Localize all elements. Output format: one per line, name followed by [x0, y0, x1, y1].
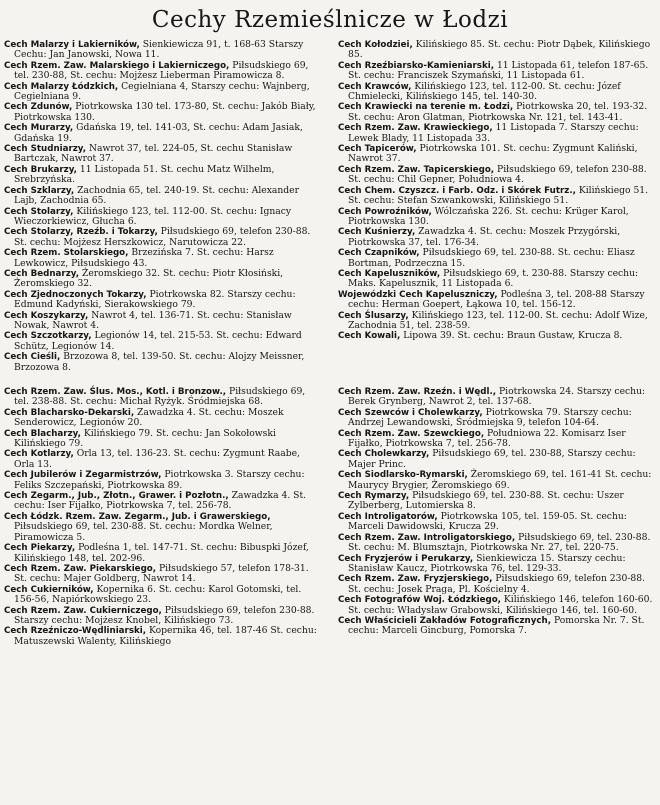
guild-name: Cech Krawców,	[338, 81, 412, 92]
guild-entry	[4, 102, 322, 123]
guild-name: Cech Rzem. Zaw. Krawieckiego,	[338, 123, 493, 134]
guild-name: Cech Ślusarzy,	[338, 310, 409, 321]
guild-details: Kilińskiego 51. St. cechu: Stefan Szwankowski, Kilińskiego 51.	[348, 184, 649, 207]
guild-details: Piotrkowska 130 tel. 173-80, St. cechu: Jakób Biały, Piotrkowska 130.	[14, 101, 316, 123]
guild-entry	[338, 533, 656, 554]
guild-details: Wólczańska 226. St. cechu: Krüger Karol, Piotrkowska 130.	[348, 205, 629, 227]
guild-entry	[4, 290, 322, 311]
guild-details: Zawadzka 4. St. cechu: Iser Fijałko, Piotrkowska 7, tel. 256-78.	[14, 490, 307, 512]
guild-details: Piłsudskiego 69, telefon 230-88. Starszy cechu: Mojżesz Knobel, Kilińskiego 73.	[14, 604, 315, 626]
guild-details: Piotrkowska 3. Starszy cechu: Feliks Szczepański, Piotrkowska 89.	[14, 469, 305, 491]
guild-entry	[338, 554, 656, 575]
guild-name: Cech Rzem. Zaw. Fryzjerskiego,	[338, 574, 493, 585]
guild-name: Cech Kołodziei,	[338, 40, 413, 50]
guild-name: Cech Rzem. Zaw. Szewckiego,	[338, 428, 485, 439]
guild-entry	[338, 574, 656, 595]
guild-entry	[4, 491, 322, 512]
guild-name: Cech Studniarzy,	[4, 144, 87, 155]
guild-name: Cech Brukarzy,	[4, 164, 77, 175]
guild-details: Zawadzka 4. St. cechu: Moszek Przygórski, Piotrkowska 37, tel. 176-34.	[348, 226, 621, 248]
guild-details: Piłsudskiego 69, tel. 230-88. St. cechu: Mordka Welner, Piramowicza 5.	[14, 521, 273, 543]
guild-entry	[338, 269, 656, 290]
guild-details: Sienkiewicza 91, t. 168-63 Starszy Cechu: Jan Janowski, Nowa 11.	[14, 39, 304, 61]
guild-name: Cech Kowali,	[338, 331, 401, 342]
guild-details: Piotrkowska 105, tel. 159-05. St. cechu: Marceli Dawidowski, Krucza 29.	[348, 510, 627, 533]
guild-entry	[338, 82, 656, 103]
guild-name: Cech Fotografów Woj. Łódzkiego,	[338, 595, 501, 606]
guild-entry	[338, 290, 656, 311]
guild-entry	[338, 595, 656, 616]
guild-name: Cech Rzem. Zaw. Rzeźn. i Wędl.,	[338, 387, 497, 397]
guild-name: Cech Rzeźniczo-Wędliniarski,	[4, 626, 147, 637]
column-left	[4, 40, 322, 373]
guild-name: Cech Kuśnierzy,	[338, 227, 416, 238]
guild-name: Cech Rzem. Zaw. Tapicerskiego,	[338, 164, 495, 175]
guild-details: Piłsudskiego 69, tel. 230-88, Starszy cechu: Majer Princ.	[348, 448, 636, 470]
guild-name: Cech Szklarzy,	[4, 185, 75, 196]
guild-name: Cech Cieśli,	[4, 352, 61, 363]
guild-entry	[338, 144, 656, 165]
guild-name: Cech Blacharzy,	[4, 428, 81, 439]
guild-name: Cech Tapicerów,	[338, 144, 417, 155]
guild-details: Podleśna 3, tel. 208-88 Starszy cechu: Herman Goepert, Łąkowa 10, tel. 156-12.	[348, 288, 645, 311]
guild-name: Cech Koszykarzy,	[4, 310, 89, 321]
guild-name: Cech Właścicieli Zakładów Fotograficznych,	[338, 615, 552, 626]
guild-details: Brzozowa 8, tel. 139-50. St. cechu: Alojzy Meissner, Brzozowa 8.	[14, 351, 305, 373]
guild-details: Piłsudskiego 69, telefon 230-88. St. cechu: Chil Gepner, Południowa 4.	[348, 163, 647, 186]
guild-details: Kilińskiego 123, tel. 112-00. St. cechu: Józef Chmielecki, Kilińskiego 145, tel. 140-30.	[348, 80, 621, 103]
section-gap	[4, 373, 656, 387]
guild-name: Wojewódzki Cech Kapeluszniczy,	[338, 289, 498, 300]
guild-entry	[4, 470, 322, 491]
guild-entry	[338, 491, 656, 512]
guild-name: Cech Introligatorów,	[338, 511, 438, 522]
column-right	[338, 387, 656, 647]
guild-entry	[4, 311, 322, 332]
guild-name: Cech Szczotkarzy,	[4, 331, 92, 342]
guild-details: Piłsudskiego 69, telefon 230-88. St. cechu: Mojżesz Herszkowicz, Narutowicza 22.	[14, 226, 311, 248]
guild-name: Cech Stolarzy,	[4, 206, 74, 217]
guild-name: Cech Murarzy,	[4, 123, 74, 134]
guild-details: Brzezińska 7. St. cechu: Harsz Lewkowicz, Piłsudskiego 43.	[14, 247, 274, 269]
guild-name: Cech Łódzk. Rzem. Zaw. Zegarm., Jub. i Grawerskiego,	[4, 511, 271, 522]
guild-name: Cech Rzem. Zaw. Malarskiego i Lakierniczego,	[4, 60, 230, 71]
guild-details: 11 Listopada 7. Starszy cechu: Lewek Blady, 11 Listopada 33.	[348, 122, 639, 144]
guild-name: Cech Jubilerów i Zegarmistrzów,	[4, 470, 162, 481]
guild-name: Cech Krawiecki na terenie m. Łodzi,	[338, 102, 514, 113]
guild-entry	[338, 512, 656, 533]
guild-entry	[338, 387, 656, 408]
guild-entry	[4, 331, 322, 352]
guild-entry	[338, 123, 656, 144]
guild-entry	[338, 429, 656, 450]
guild-entry	[338, 227, 656, 248]
guild-entry	[4, 543, 322, 564]
guild-name: Cech Cukierników,	[4, 584, 94, 595]
guild-details: Zawadzka 4. St. cechu: Moszek Senderowicz, Legionów 20.	[14, 406, 284, 429]
guild-entry	[338, 248, 656, 269]
guild-entry	[4, 387, 322, 408]
guild-details: Kilińskiego 123, tel. 112-00. St. cechu: Adolf Wize, Zachodnia 51, tel. 238-59.	[348, 309, 648, 331]
guild-entry	[338, 616, 656, 637]
guild-entry	[4, 227, 322, 248]
guild-details: Piotrkowska 20, tel. 193-32. St. cechu: Aron Glatman, Piotrkowska Nr. 121, tel. 143-41.	[348, 101, 648, 123]
guild-details: Żeromskiego 32. St. cechu: Piotr Kłosiński, Żeromskiego 32.	[14, 267, 284, 290]
guild-details: Kopernika 46, tel. 187-46 St. cechu: Matuszewski Walenty, Kilińskiego	[14, 625, 317, 647]
guild-name: Cech Siodlarsko-Rymarski,	[338, 470, 468, 481]
guild-entry	[338, 449, 656, 470]
guild-details: Piłsudskiego 69, tel. 230-88. St. cechu: M. Blumsztajn, Piotrkowska Nr. 27, tel. 220-75.	[348, 531, 651, 554]
guild-entry	[4, 40, 322, 61]
guild-name: Cech Zegarm., Jub., Złotn., Grawer. i Pozłotn.,	[4, 491, 229, 502]
guild-name: Cech Cholewkarzy,	[338, 449, 430, 460]
column-right	[338, 40, 656, 373]
guild-entry	[338, 311, 656, 332]
guild-entry	[338, 40, 656, 61]
guild-details: Piłsudskiego 69, tel. 230-88. St. cechu: Eliasz Bortman, Podrzeczna 15.	[348, 247, 635, 269]
guild-details: Kilińskiego 85. St. cechu: Piotr Dąbek, Kilińskiego 85.	[348, 39, 651, 61]
guild-details: Orla 13, tel. 136-23. St. cechu: Zygmunt Raabe, Orla 13.	[14, 448, 300, 470]
guild-details: Piłsudskiego 57, telefon 178-31. St. cechu: Majer Goldberg, Nawrot 14.	[14, 562, 309, 585]
guild-name: Cech Malarzy i Lakierników,	[4, 40, 140, 50]
guild-details: Piłsudskiego 69, tel. 230-88. St. cechu: Uszer Zylberberg, Lutomierska 8.	[348, 490, 624, 512]
guild-details: Pomorska Nr. 7. St. cechu: Marceli Ginсburg, Pomorska 7.	[348, 614, 645, 637]
guild-name: Cech Rzeźbiarsko-Kamieniarski,	[338, 60, 495, 71]
guild-details: Kilińskiego 123, tel. 112-00. St. cechu: Ignacy Wieczorkiewicz, Głucha 6.	[14, 205, 292, 227]
guild-entry	[4, 123, 322, 144]
guild-details: Gdańska 19, tel. 141-03, St. cechu: Adam Jasiak, Gdańska 19.	[14, 122, 303, 144]
guild-details: Kilińskiego 146, telefon 160-60. St. cechu: Władysław Grabowski, Kilińskiego 146, tel. 160-60.	[348, 594, 653, 616]
guild-entry	[338, 102, 656, 123]
guild-details: Piłsudskiego 69, tel. 238-88. St. cechu: Michał Ryżyk. Śródmiejska 68.	[14, 386, 306, 408]
guild-entry	[4, 165, 322, 186]
guild-details: Lipowa 39. St. cechu: Braun Gustaw, Kruczа 8.	[403, 330, 623, 342]
guild-details: Kopernika 6. St. cechu: Karol Gotomski, tel. 156-56, Napiórkowskiego 23.	[14, 583, 302, 606]
guild-entry	[4, 352, 322, 373]
guild-details: Piotrkowska 101. St. cechu: Zygmunt Kaliński, Nawrot 37.	[348, 143, 638, 165]
guild-details: Nawrot 37, tel. 224-05, St. cechu Stanisław Bartczak, Nawrot 37.	[14, 143, 293, 165]
guild-entry	[4, 269, 322, 290]
page-title: Cechy Rzemieślnicze w Łodzi	[151, 7, 509, 33]
guild-details: Piłsudskiego 69, tel. 230-88, St. cechu: Mojżesz Lieberman Piramowicza 8.	[14, 59, 309, 82]
guild-entry	[4, 186, 322, 207]
guild-details: Piotrkowska 82. Starszy cechu: Edmund Kadyński, Sierakowskiego 79.	[14, 288, 296, 311]
guild-name: Cech Kapeluszników,	[338, 268, 441, 279]
guild-details: Legionów 14, tel. 215-53. St. cechu: Edward Schütz, Legionów 14.	[14, 330, 302, 352]
guild-name: Cech Powroźników,	[338, 206, 432, 217]
guild-entry	[4, 207, 322, 228]
guild-name: Cech Rzem. Zaw. Piekarskiego,	[4, 563, 157, 574]
guild-entry	[4, 429, 322, 450]
guild-details: Żeromskiego 69, tel. 161-41 St. cechu: Maurycy Brygier, Żeromskiego 69.	[348, 469, 652, 491]
guild-entry	[4, 408, 322, 429]
guild-entry	[338, 61, 656, 82]
guild-details: Piotrkowska 79. Starszy cechu: Andrzej Lewandowski, Śródmiejska 9, telefon 104-64.	[348, 406, 632, 429]
guild-details: Piłsudskiego 69, telefon 230-88. St. cechu: Josek Praga, Pl. Kościelny 4.	[348, 573, 646, 595]
column-left	[4, 387, 322, 647]
guild-name: Cech Rzem. Zaw. Introligatorskiego,	[338, 532, 516, 543]
guild-entry	[338, 470, 656, 491]
guild-entry	[338, 207, 656, 228]
guild-entry	[4, 61, 322, 82]
guild-name: Cech Malarzy Łódzkich,	[4, 81, 119, 92]
section-upper	[4, 40, 656, 373]
guild-name: Cech Fryzjerów i Perukarzy,	[338, 553, 474, 564]
guild-name: Cech Piekarzy,	[4, 543, 76, 554]
guild-details: Nawrot 4, tel. 136-71. St. cechu: Stanisław Nowak, Nawrot 4.	[14, 309, 292, 331]
guild-entry	[4, 606, 322, 627]
guild-name: Cech Zdunów,	[4, 102, 73, 113]
guild-entry	[4, 82, 322, 103]
guild-name: Cech Czapników,	[338, 248, 420, 259]
guild-details: Zachodnia 65, tel. 240-19. St. cechu: Alexander Lajb, Zachodnia 65.	[14, 184, 300, 207]
guild-name: Cech Rzem. Zaw. Ślus. Mos., Kotl. i Bronzow.,	[4, 387, 227, 397]
guild-details: 11 Listopada 51. St. cechu Matz Wilhelm, Srebrzyńska.	[14, 163, 275, 186]
guild-entry	[4, 248, 322, 269]
guild-entry	[4, 144, 322, 165]
guild-details: Piotrkowska 24. Starszy cechu: Berek Grynberg, Nawrot 2, tel. 137-68.	[348, 386, 646, 408]
guild-entry	[338, 331, 656, 341]
guild-name: Cech Chem. Czyszcz. i Farb. Odz. i Skórek Futrz.,	[338, 185, 576, 196]
guild-entry	[4, 564, 322, 585]
guild-entry	[4, 585, 322, 606]
guild-name: Cech Stolarzy, Rzeźb. i Tokarzy,	[4, 227, 158, 238]
guild-name: Cech Kotlarzy,	[4, 449, 74, 460]
guild-name: Cech Szewców i Cholewkarzy,	[338, 407, 483, 418]
guild-details: Podleśna 1, tel. 147-71. St. cechu: Bibuspki Józef, Kilińskiego 148, tel. 202-96.	[14, 542, 309, 564]
guild-name: Cech Rymarzy,	[338, 491, 410, 502]
guild-entry	[4, 512, 322, 543]
section-lower	[4, 387, 656, 647]
guild-name: Cech Bednarzy,	[4, 268, 80, 279]
guild-details: Kilińskiego 79. St. cechu: Jan Sokołowski Kilińskiego 79.	[14, 427, 276, 450]
guild-details: Południowa 22. Komisarz Iser Fijałko, Piotrkowska 7, tel. 256-78.	[348, 427, 626, 450]
guild-details: Sienkiewicza 15. Starszy cechu: Stanisław Kaucz, Piotrkowska 76, tel. 129-33.	[348, 552, 626, 574]
guild-name: Cech Zjednoczonych Tokarzy,	[4, 289, 147, 300]
guild-entry	[4, 626, 322, 647]
guild-entry	[338, 408, 656, 429]
guild-details: 11 Listopada 61, telefon 187-65. St. cechu: Franciszek Szymański, 11 Listopada 61.	[348, 59, 649, 82]
guild-entry	[4, 449, 322, 470]
guild-entry	[338, 165, 656, 186]
guild-name: Cech Rzem. Zaw. Cukierniczego,	[4, 605, 162, 616]
guild-entry	[338, 186, 656, 207]
guild-details: Cegielniana 4, Starszy cechu: Wajnberg, Cegielniana 9.	[14, 80, 310, 103]
guild-details: Piłsudskiego 69, t. 230-88. Starszy cechu: Maks. Kapelusznik, 11 Listopada 6.	[348, 267, 639, 290]
guild-name: Cech Rzem. Stolarskiego,	[4, 248, 129, 259]
guild-name: Cech Blacharsko-Dekarski,	[4, 407, 135, 418]
